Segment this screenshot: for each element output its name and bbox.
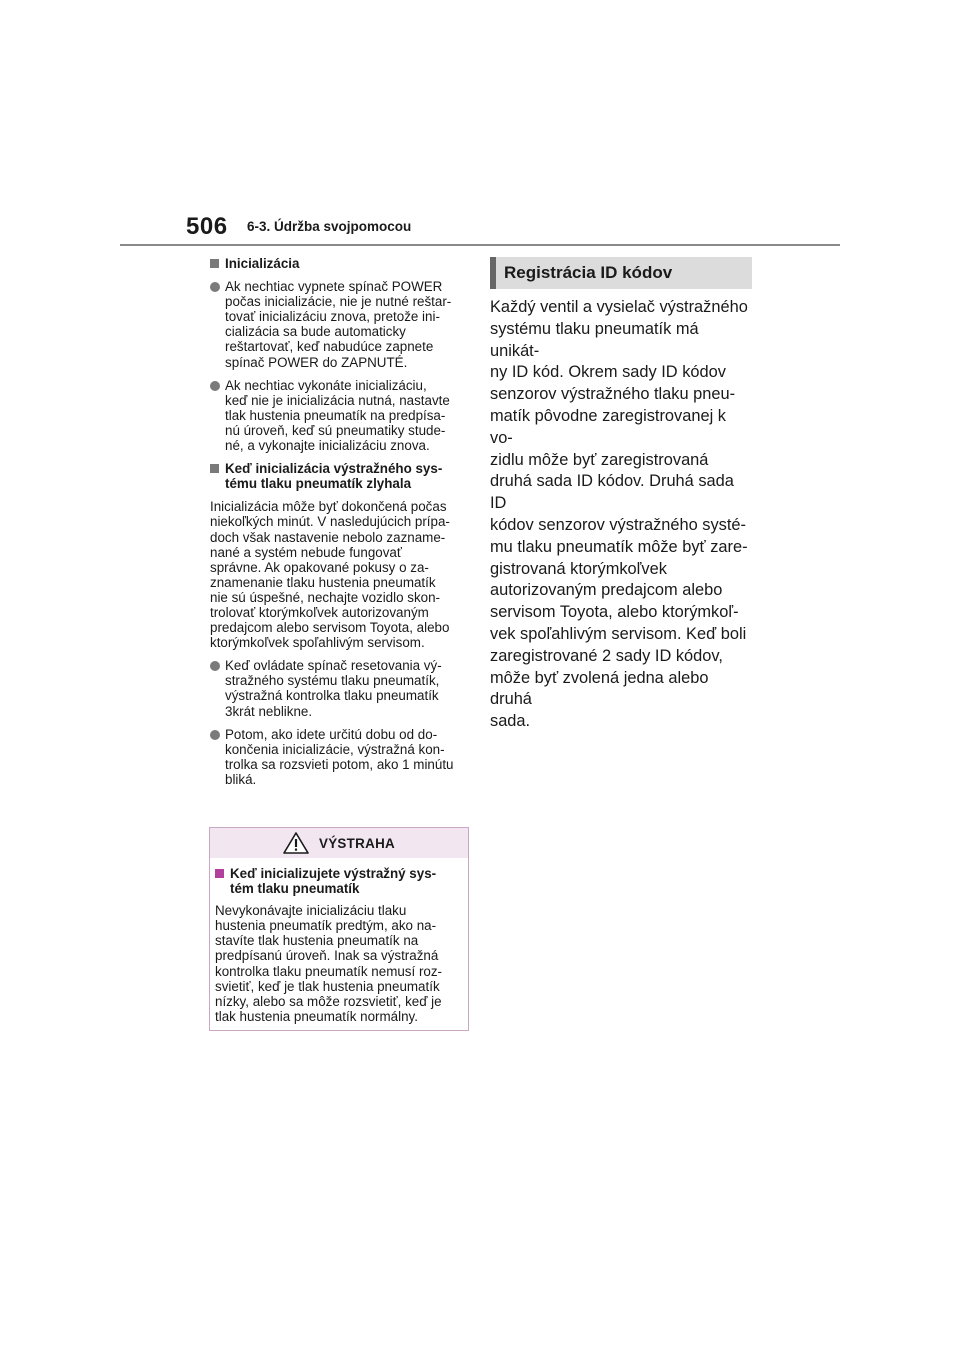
text-line: končenia inicializácie, výstražná kon- (225, 741, 445, 757)
text-line: 3krát neblikne. (225, 703, 313, 719)
text-line: gistrovaná ktorýmkoľvek (490, 559, 667, 578)
fail-heading (210, 461, 472, 491)
square-bullet-icon (210, 259, 219, 268)
text-line: správne. Ak opakované pokusy o za- (210, 559, 429, 575)
round-bullet-icon (210, 381, 220, 391)
text-line: kontrolka tlaku pneumatík nemusí roz- (215, 963, 443, 979)
fail-heading-text (225, 461, 442, 491)
text-line: nie sú úspešné, nechajte vozidlo skon- (210, 589, 441, 605)
text-line: tému tlaku pneumatík zlyhala (225, 476, 412, 492)
text-line: doch však nastavenie nebolo zazname- (210, 529, 446, 545)
fail-paragraph (210, 499, 472, 650)
text-line: Nevykonávajte inicializáciu tlaku (215, 903, 407, 919)
text-line: vek spoľahlivým servisom. Keď boli (490, 624, 747, 643)
text-line: môže byť zvolená jedna alebo druhá (490, 668, 709, 709)
text-line: zidlu môže byť zaregistrovaná (490, 450, 709, 469)
text-line: zaregistrované 2 sady ID kódov, (490, 646, 723, 665)
text-line: hustenia pneumatík predtým, ako na- (215, 918, 437, 934)
warning-subheading (215, 866, 463, 896)
init-bullet-1-text (225, 279, 451, 369)
text-line: tém tlaku pneumatík (230, 881, 360, 897)
text-line: Potom, ako idete určitú dobu od do- (225, 726, 438, 742)
init-bullet-2-text (225, 378, 450, 453)
registration-body (490, 297, 752, 733)
text-line: počas inicializácie, nie je nutné reštar- (225, 294, 452, 310)
text-line: Ak nechtiac vypnete spínač POWER (225, 279, 443, 295)
warning-subheading-text (230, 866, 436, 896)
text-line: nané a systém nebude fungovať (210, 544, 402, 560)
round-bullet-icon (210, 730, 220, 740)
text-line: bliká. (225, 771, 257, 787)
text-line: trolka sa rozsvieti potom, ako 1 minútu (225, 756, 454, 772)
text-line: svietiť, keď je tlak hustenia pneumatík (215, 978, 440, 994)
fail-bullet-1 (210, 658, 472, 718)
text-line: keď nie je inicializácia nutná, nastavte (225, 392, 450, 408)
text-line: cializácia sa bude automaticky (225, 324, 406, 340)
fail-bullet-2-text (225, 727, 453, 787)
text-line: reštartovať, keď nabudúce zapnete (225, 339, 434, 355)
warning-body (210, 858, 468, 1030)
text-line: kódov senzorov výstražného systé- (490, 515, 746, 534)
text-line: systému tlaku pneumatík má unikát- (490, 319, 699, 360)
text-line: stražného systému tlaku pneumatík, (225, 673, 440, 689)
fail-bullet-1-text (225, 658, 442, 718)
page-number: 506 (186, 213, 228, 240)
text-line: servisom Toyota, alebo ktorýmkoľ- (490, 603, 739, 622)
round-bullet-icon (210, 661, 220, 671)
warning-box (209, 827, 469, 1031)
text-line: ktorýmkoľvek spoľahlivým servisom. (210, 635, 425, 651)
heading-accent-bar (490, 257, 496, 289)
text-line: spínač POWER do ZAPNUTÉ. (225, 354, 408, 370)
text-line: Keď inicializácia výstražného sys- (225, 461, 443, 477)
square-bullet-icon (215, 869, 224, 878)
text-line: senzorov výstražného tlaku pneu- (490, 385, 736, 404)
registration-heading-text: Registrácia ID kódov (504, 263, 673, 282)
text-line: ny ID kód. Okrem sady ID kódov (490, 363, 726, 382)
text-line: matík pôvodne zaregistrovanej k vo- (490, 406, 726, 447)
round-bullet-icon (210, 282, 220, 292)
text-line: tlak hustenia pneumatík na predpísa- (225, 407, 446, 423)
init-heading-text: Inicializácia (225, 256, 300, 271)
text-line: výstražná kontrolka tlaku pneumatík (225, 688, 439, 704)
init-bullet-2 (210, 378, 472, 453)
text-line: sada. (490, 712, 531, 731)
warning-triangle-icon (283, 832, 309, 854)
section-title: 6-3. Údržba svojpomocou (247, 219, 412, 234)
text-line: tovať inicializáciu znova, pretože ini- (225, 309, 440, 325)
text-line: druhá sada ID kódov. Druhá sada ID (490, 472, 734, 513)
warning-title: VÝSTRAHA (318, 835, 396, 851)
text-line: Každý ventil a vysielač výstražného (490, 298, 748, 316)
text-line: Keď inicializujete výstražný sys- (230, 866, 437, 881)
left-column (210, 256, 472, 795)
warning-header (210, 828, 468, 858)
text-line: znamenanie tlaku hustenia pneumatík (210, 574, 436, 590)
init-heading (210, 256, 472, 271)
text-line: predajcom alebo servisom Toyota, alebo (210, 620, 450, 636)
text-line: Inicializácia môže byť dokončená počas (210, 499, 447, 515)
text-line: stavíte tlak hustenia pneumatík na (215, 933, 419, 949)
text-line: mu tlaku pneumatík môže byť zare- (490, 537, 748, 556)
text-line: nú úroveň, keď sú pneumatiky stude- (225, 422, 446, 438)
text-line: tlak hustenia pneumatík normálny. (215, 1008, 418, 1024)
text-line: niekoľkých minút. V nasledujúcich prípa- (210, 514, 450, 530)
fail-bullet-2 (210, 727, 472, 787)
text-line: autorizovaným predajcom alebo (490, 581, 723, 600)
init-bullet-1 (210, 279, 472, 370)
text-line: nízky, alebo sa môže rozsvietiť, keď je (215, 993, 442, 1009)
square-bullet-icon (210, 464, 219, 473)
text-line: predpísanú úroveň. Inak sa výstražná (215, 948, 439, 964)
warning-text (215, 903, 463, 1024)
text-line: Ak nechtiac vykonáte inicializáciu, (225, 377, 427, 393)
text-line: Keď ovládate spínač resetovania vý- (225, 658, 442, 674)
header-divider (120, 244, 840, 246)
right-column (490, 257, 752, 733)
text-line: trolovať ktorýmkoľvek autorizovaným (210, 604, 429, 620)
registration-heading (490, 257, 752, 289)
text-line: né, a vykonajte inicializáciu znova. (225, 438, 430, 454)
